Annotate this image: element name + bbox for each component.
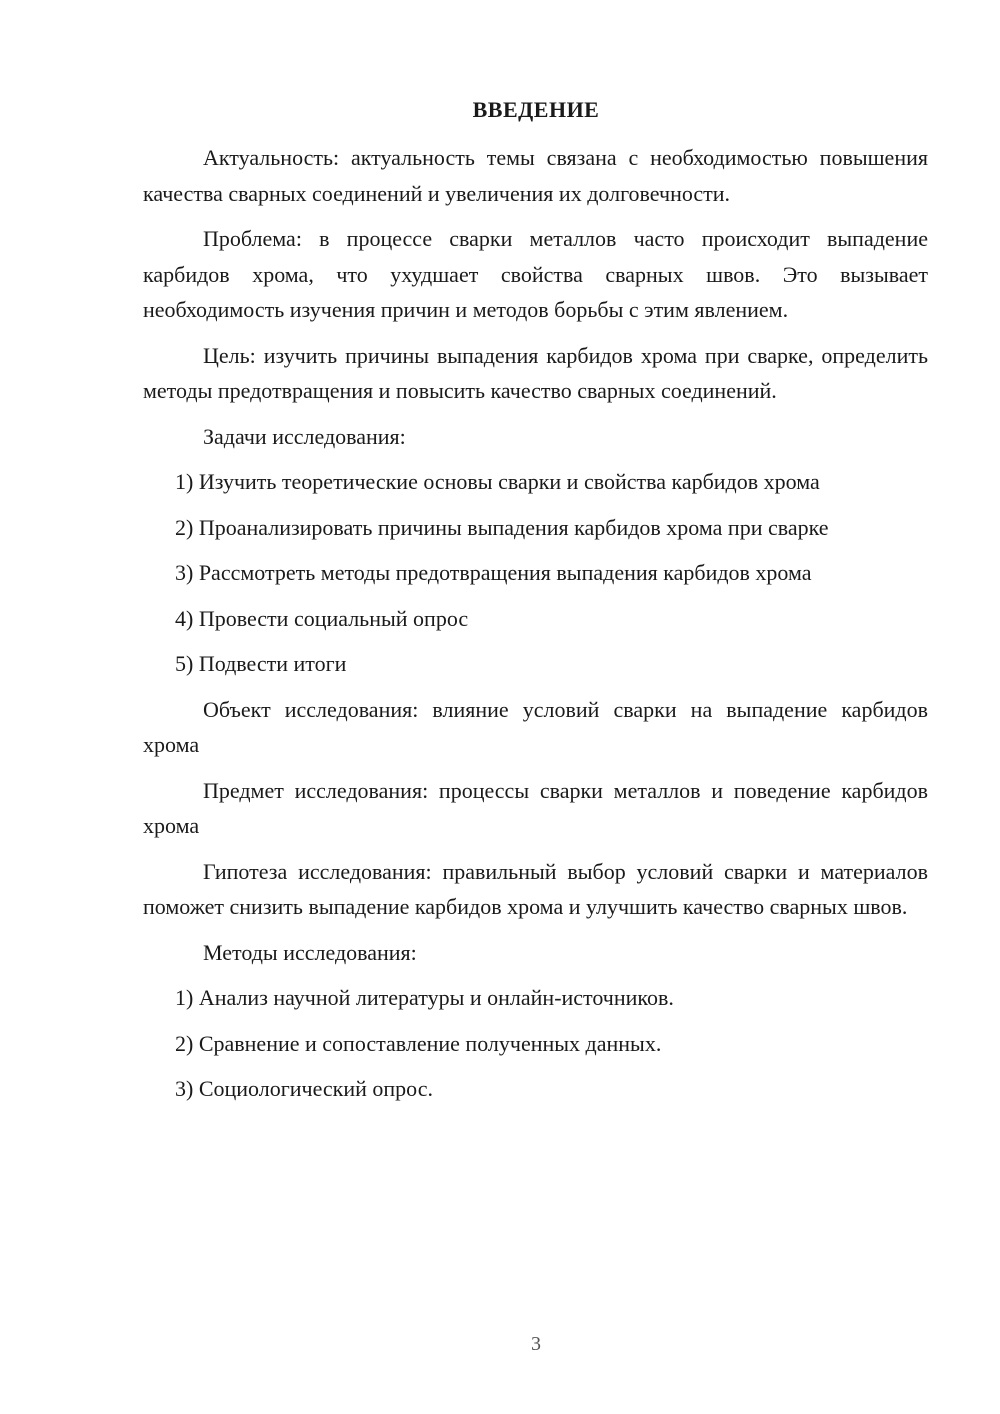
document-body <box>143 140 928 1117</box>
subject-paragraph: Предмет исследования: процессы сварки металлов и поведение карбидов хрома <box>143 777 928 838</box>
tasks-list <box>143 464 928 682</box>
goal-paragraph: Цель: изучить причины выпадения карбидов хрома при сварке, определить методы предотвращения и повысить качество сварных соединений. <box>143 342 928 403</box>
methods-list <box>143 980 928 1107</box>
list-item: 5) Подвести итоги <box>175 651 347 676</box>
list-item: 2) Проанализировать причины выпадения карбидов хрома при сварке <box>175 514 829 540</box>
list-item: 1) Изучить теоретические основы сварки и свойства карбидов хрома <box>175 469 820 494</box>
methods-heading: Методы исследования: <box>203 939 417 965</box>
list-item: 4) Провести социальный опрос <box>175 605 469 631</box>
problem-paragraph: Проблема: в процессе сварки металлов часто происходит выпадение карбидов хрома, что ухудшает свойства сварных швов. Это вызывает необходимость изучения причин и методов борьбы с этим явлением. <box>143 226 928 322</box>
page-number: 3 <box>531 1333 541 1355</box>
list-item: 1) Анализ научной литературы и онлайн-источников. <box>175 985 674 1010</box>
list-item: 2) Сравнение и сопоставление полученных данных. <box>175 1030 662 1056</box>
object-paragraph: Объект исследования: влияние условий сварки на выпадение карбидов хрома <box>143 696 928 757</box>
page-title: ВВЕДЕНИЕ <box>472 97 600 122</box>
tasks-heading: Задачи исследования: <box>203 423 406 449</box>
list-item: 3) Социологический опрос. <box>175 1076 433 1101</box>
hypothesis-paragraph: Гипотеза исследования: правильный выбор условий сварки и материалов поможет снизить выпадение карбидов хрома и улучшить качество сварных швов. <box>143 858 928 919</box>
list-item: 3) Рассмотреть методы предотвращения выпадения карбидов хрома <box>175 560 812 585</box>
relevance-paragraph: Актуальность: актуальность темы связана с необходимостью повышения качества сварных соединений и увеличения их долговечности. <box>143 145 928 206</box>
